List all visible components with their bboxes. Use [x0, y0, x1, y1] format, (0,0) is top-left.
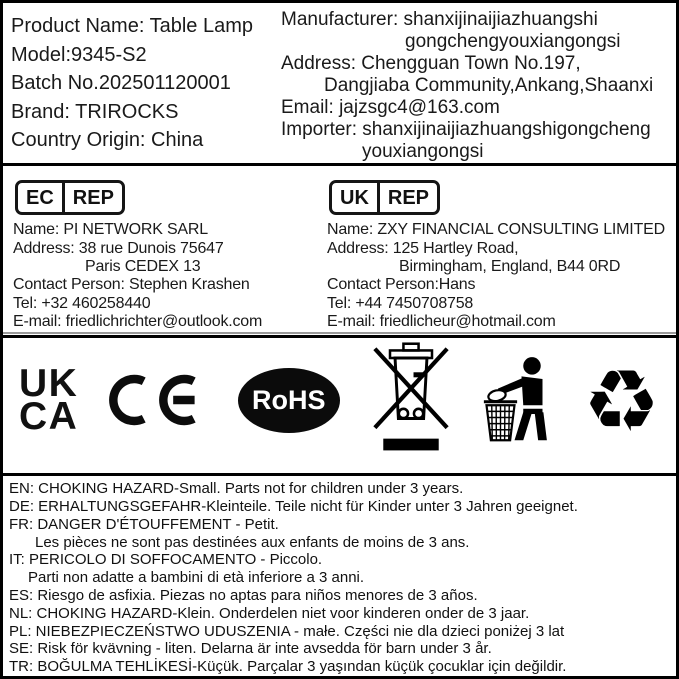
rohs-mark-icon	[238, 368, 340, 433]
tidy-man-icon	[483, 354, 553, 446]
warning-line-nl: NL: CHOKING HAZARD-Klein. Onderdelen niet voor kinderen onder de 3 jaar.	[9, 604, 530, 622]
brand-line: Brand: TRIROCKS	[11, 100, 179, 123]
ec-rep-column	[3, 166, 319, 331]
rohs-label: RoHS	[252, 384, 326, 415]
warning-line-fr: FR: DANGER D'ÉTOUFFEMENT - Petit.	[9, 515, 279, 533]
uk-rep-badge-right: REP	[377, 183, 437, 212]
uk-rep-badge	[329, 180, 440, 215]
model-line: Model:9345-S2	[11, 43, 147, 66]
ukca-mark-icon	[19, 362, 79, 439]
ec-rep-contact-line: Contact Person: Stephen Krashen	[13, 276, 250, 294]
ec-rep-address-wrap: Paris CEDEX 13	[85, 257, 201, 275]
manufacturer-email-line: Email: jajzsgc4@163.com	[281, 97, 500, 118]
weee-crossed-bin-icon	[369, 341, 453, 459]
product-column	[3, 3, 275, 163]
product-info-section	[3, 3, 676, 166]
ukca-top-letters: UK	[19, 362, 79, 406]
ec-rep-badge-right: REP	[62, 183, 122, 212]
uk-rep-address-wrap: Birmingham, England, B44 0RD	[399, 257, 621, 275]
ec-rep-name-line: Name: PI NETWORK SARL	[13, 221, 208, 239]
ec-rep-email-line: E-mail: friedlichrichter@outlook.com	[13, 312, 263, 330]
warnings-section	[3, 476, 676, 676]
warning-line-tr: TR: BOĞULMA TEHLİKESİ-Küçük. Parçalar 3 yaşından küçük çocuklar için değildir.	[9, 658, 567, 676]
warning-line-it-cont: Parti non adatte a bambini di età inferiore a 3 anni.	[28, 569, 365, 587]
ce-mark-icon	[108, 369, 208, 431]
uk-rep-name-line: Name: ZXY FINANCIAL CONSULTING LIMITED	[327, 221, 665, 239]
uk-rep-email-line: E-mail: friedlicheur@hotmail.com	[327, 312, 556, 330]
importer-line-wrap: youxiangongsi	[362, 141, 484, 162]
warning-line-se: SE: Risk för kvävning - liten. Delarna är inte avsedda för barn under 3 år.	[9, 640, 492, 658]
warning-line-fr-cont: Les pièces ne sont pas destinées aux enfants de moins de 3 ans.	[35, 533, 470, 551]
manufacturer-line-wrap: gongchengyouxiangongsi	[405, 31, 621, 52]
manufacturer-line: Manufacturer: shanxijinaijiazhuangshi	[281, 9, 598, 30]
manufacturer-address-line: Address: Chengguan Town No.197,	[281, 53, 581, 74]
warning-line-de: DE: ERHALTUNGSGEFAHR-Kleinteile. Teile nicht für Kinder unter 3 Jahren geeignet.	[9, 498, 578, 516]
manufacturer-column	[275, 3, 676, 163]
uk-rep-tel-line: Tel: +44 7450708758	[327, 294, 474, 312]
warning-line-es: ES: Riesgo de asfixia. Piezas no aptas para niños menores de 3 años.	[9, 587, 478, 605]
uk-rep-column	[319, 166, 676, 331]
uk-rep-address-line: Address: 125 Hartley Road,	[327, 239, 519, 257]
product-name-line: Product Name: Table Lamp	[11, 15, 253, 37]
ec-rep-badge-left: EC	[26, 187, 54, 210]
importer-line: Importer: shanxijinaijiazhuangshigongcheng	[281, 119, 651, 140]
warning-line-it: IT: PERICOLO DI SOFFOCAMENTO - Piccolo.	[9, 551, 323, 569]
ec-rep-badge	[15, 180, 125, 215]
representatives-section	[3, 166, 676, 331]
uk-rep-contact-line: Contact Person:Hans	[327, 276, 476, 294]
ec-rep-address-line: Address: 38 rue Dunois 75647	[13, 239, 224, 257]
batch-number-line: Batch No.202501120001	[11, 72, 231, 94]
warning-line-pl: PL: NIEBEZPIECZEŃSTWO UDUSZENIA - małe. Części nie dla dzieci poniżej 3 lat	[9, 622, 565, 640]
manufacturer-address-wrap: Dangjiaba Community,Ankang,Shaanxi	[324, 75, 654, 96]
ec-rep-tel-line: Tel: +32 460258440	[13, 294, 151, 312]
country-origin-line: Country Origin: China	[11, 129, 204, 151]
warning-line-en: EN: CHOKING HAZARD-Small. Parts not for children under 3 years.	[9, 480, 464, 498]
recycling-symbol-icon: ♻	[582, 352, 660, 453]
uk-rep-badge-left: UK	[340, 187, 369, 210]
ukca-bottom-letters: CA	[19, 395, 79, 439]
certification-marks-section	[3, 338, 676, 477]
